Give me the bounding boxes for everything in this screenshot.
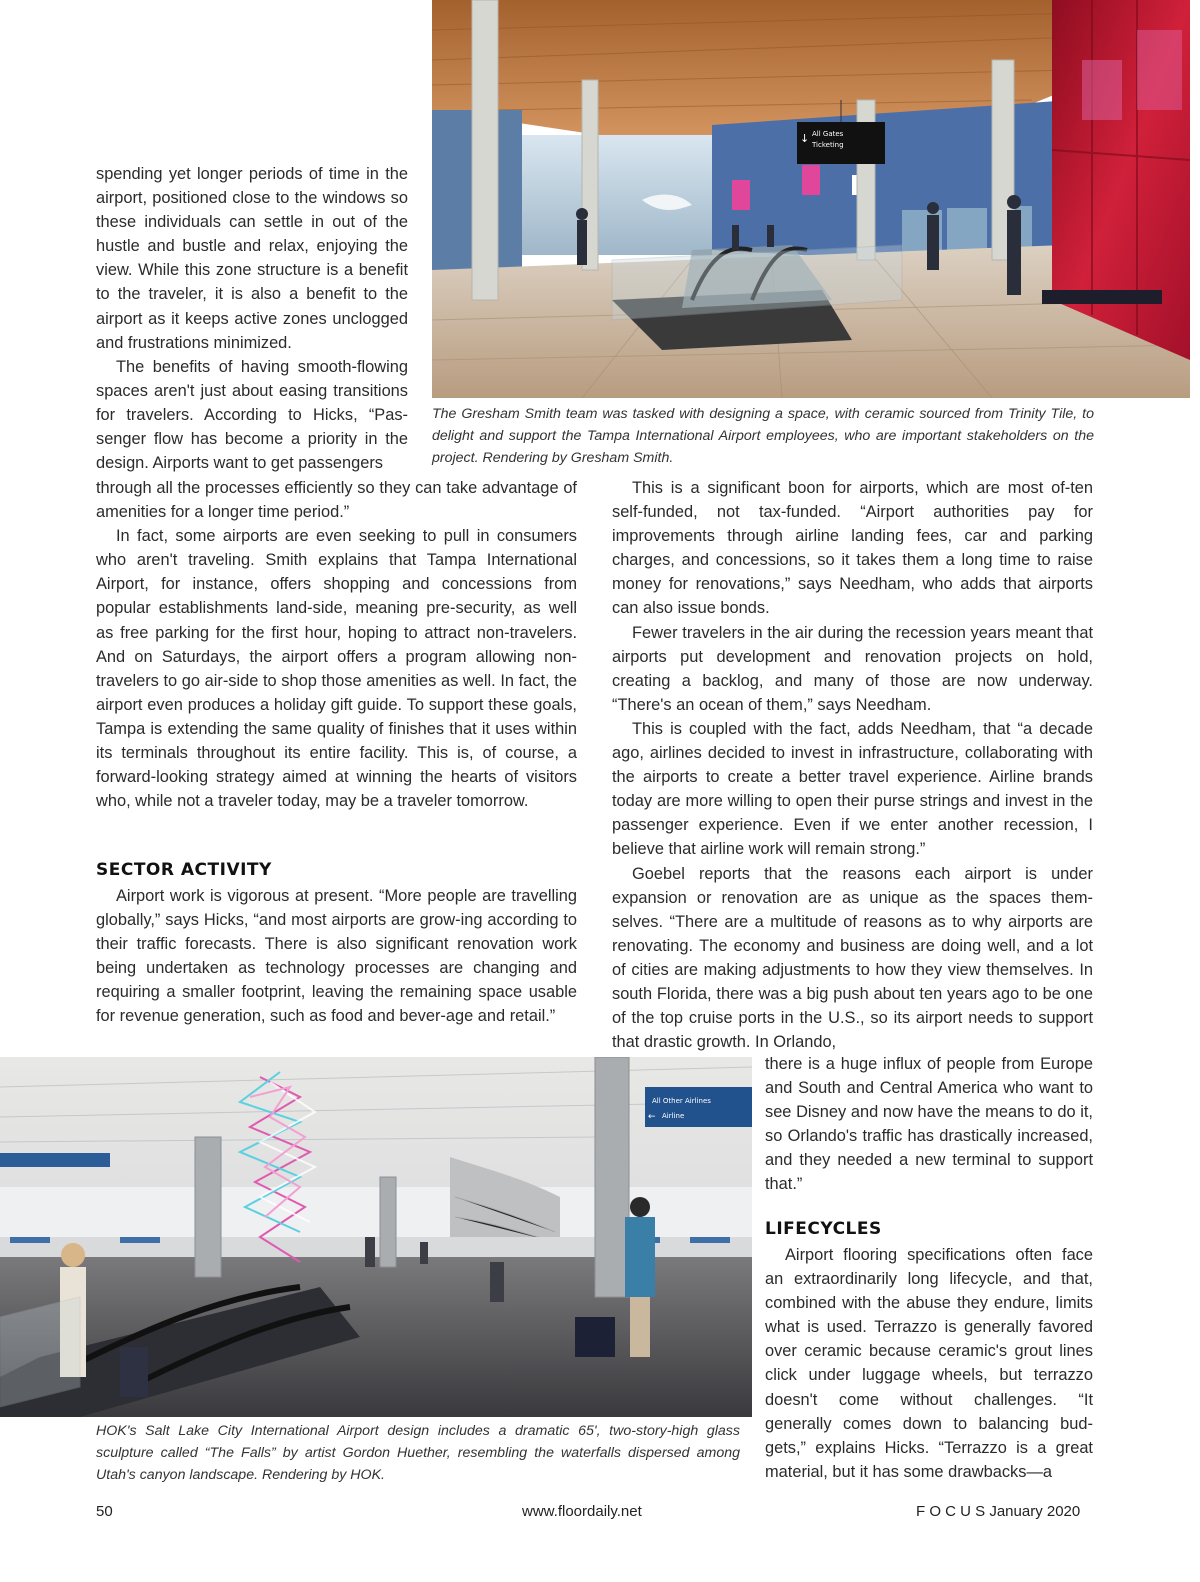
arrow-left-icon: ← bbox=[648, 1112, 656, 1122]
section-body bbox=[96, 884, 577, 1029]
magazine-footer bbox=[916, 1503, 1080, 1520]
tampa-airport-illustration bbox=[432, 0, 1190, 398]
paragraph: Goebel reports that the reasons each airport is under expansion or renovation are as unique as the spaces them-selves. “There are a multitude of reasons as to why airports are renovating. The economy and business are doing well, and a lot of cities are making adjustments to how they view themselves. In south Florida, there was a big push about ten years ago to be one of the top cruise ports in the U.S., so its airport needs to support that drastic growth. In Orlando, bbox=[612, 864, 1093, 1052]
paragraph: The benefits of having smooth-flowing spaces aren't just about easing transitions for travelers. According to Hicks, “Pas-senger flow has become a priority in the design. Airports want to get passengers bbox=[96, 357, 408, 473]
arrow-down-icon: ↓ bbox=[800, 132, 810, 145]
paragraph: Airport work is vigorous at present. “More people are travelling globally,” says Hicks, “and most airports are grow-ing according to their traffic forecasts. There is also significant renovation work being undertaken as technology processes are changing and requiring a smaller footprint, leaving the remaining space usable for revenue generation, such as food and bever-age and retail.” bbox=[96, 887, 577, 1026]
paragraph: This is coupled with the fact, adds Needham, that “a decade ago, airlines decided to invest in infrastructure, collaborating with the airports to create a better travel experience. Airline brands today are more willing to open their purse strings and invest in the passenger experience. Even if we enter another recession, I believe that airline work will remain strong.” bbox=[612, 719, 1093, 859]
paragraph: This is a significant boon for airports, which are most of-ten self-funded, not tax-funded. “Airport authorities pay for improvements through airline landing fees, car and parking charges, and concessions, so it takes them a long time to raise money for renovations,” says Needham, who adds that airports can also issue bonds. bbox=[612, 479, 1093, 618]
slc-sign-line2: Airline bbox=[662, 1112, 685, 1120]
tampa-sign-line2: Ticketing bbox=[812, 141, 844, 149]
paragraph: there is a huge influx of people from Europe and South and Central America who want to see Disney and now have the means to do it, so Orlando's traffic has drastically increased, and they needed a new terminal to support that.” bbox=[765, 1055, 1093, 1194]
column2-narrow-text bbox=[765, 1052, 1093, 1197]
section-heading: LIFECYCLES bbox=[765, 1219, 882, 1239]
website-link[interactable]: www.floordaily.net bbox=[522, 1503, 642, 1520]
magazine-name: F O C U S bbox=[916, 1503, 986, 1520]
section-body bbox=[765, 1243, 1093, 1484]
paragraph: Fewer travelers in the air during the recession years meant that airports put development and renovation projects on hold, creating a backlog, and many of those are now underway. “There's an ocean of them,” says Needham. bbox=[612, 623, 1093, 714]
paragraph: In fact, some airports are even seeking to pull in consumers who aren't traveling. Smith explains that Tampa International Airport, for instance, offers shopping and concessions from popular establishments land-side, meaning pre-security, as well as free parking for the first hour, hoping to attract non-travelers. And on Saturdays, the airport offers a program allowing non-travelers to go air-side to shop those amenities as well. In fact, the airport even produces a holiday gift guide. To support these goals, Tampa is extending the same quality of finishes that it uses within its terminals throughout its entire facility. This is, of course, a forward-looking strategy aimed at winning the hearts of visitors who, while not a traveler today, may be a traveler tomorrow. bbox=[96, 527, 577, 811]
column1-wide-text bbox=[96, 476, 577, 813]
paragraph: Airport flooring specifications often face an extraordinarily long lifecycle, and that, combined with the abuse they endure, limits what is used. Terrazzo is generally favored over ceramic because ceramic's grout lines click under luggage wheels, but terrazzo doesn't come without challenges. “It generally comes down to balancing bud-gets,” explains Hicks. “Terrazzo is a great material, but it has some drawbacks—a bbox=[765, 1246, 1093, 1481]
slc-airport-illustration bbox=[0, 1057, 752, 1417]
slc-sign-line1: All Other Airlines bbox=[652, 1097, 711, 1105]
tampa-photo-caption: The Gresham Smith team was tasked with designing a space, with ceramic sourced from Trinity Tile, to delight and support the Tampa International Airport employees, who are important stakeholders on the project. Rendering by Gresham Smith. bbox=[432, 406, 1094, 466]
section-heading: SECTOR ACTIVITY bbox=[96, 860, 272, 880]
tampa-sign-line1: All Gates bbox=[812, 130, 844, 138]
paragraph: spending yet longer periods of time in the airport, positioned close to the windows so these individuals can settle in out of the hustle and bustle and relax, enjoying the view. While this zone structure is a benefit to the traveler, it is also a benefit to the airport as it keeps active zones unclogged and frustrations minimized. bbox=[96, 165, 408, 352]
lifecycles-section bbox=[765, 1217, 1093, 1484]
column1-narrow-text bbox=[96, 162, 408, 475]
column2-text bbox=[612, 476, 1093, 1054]
page-number: 50 bbox=[96, 1503, 113, 1520]
sector-activity-section bbox=[96, 858, 577, 1029]
paragraph: through all the processes efficiently so they can take advantage of amenities for a longer time period.” bbox=[96, 479, 577, 522]
tampa-airport-photo bbox=[432, 0, 1190, 398]
slc-photo-caption: HOK's Salt Lake City International Airport design includes a dramatic 65', two-story-high glass sculpture called “The Falls” by artist Gordon Huether, resembling the waterfalls dispersed among Utah's canyon landscape. Rendering by HOK. bbox=[96, 1423, 740, 1483]
issue-date: January 2020 bbox=[989, 1503, 1081, 1520]
slc-airport-photo bbox=[0, 1057, 752, 1417]
